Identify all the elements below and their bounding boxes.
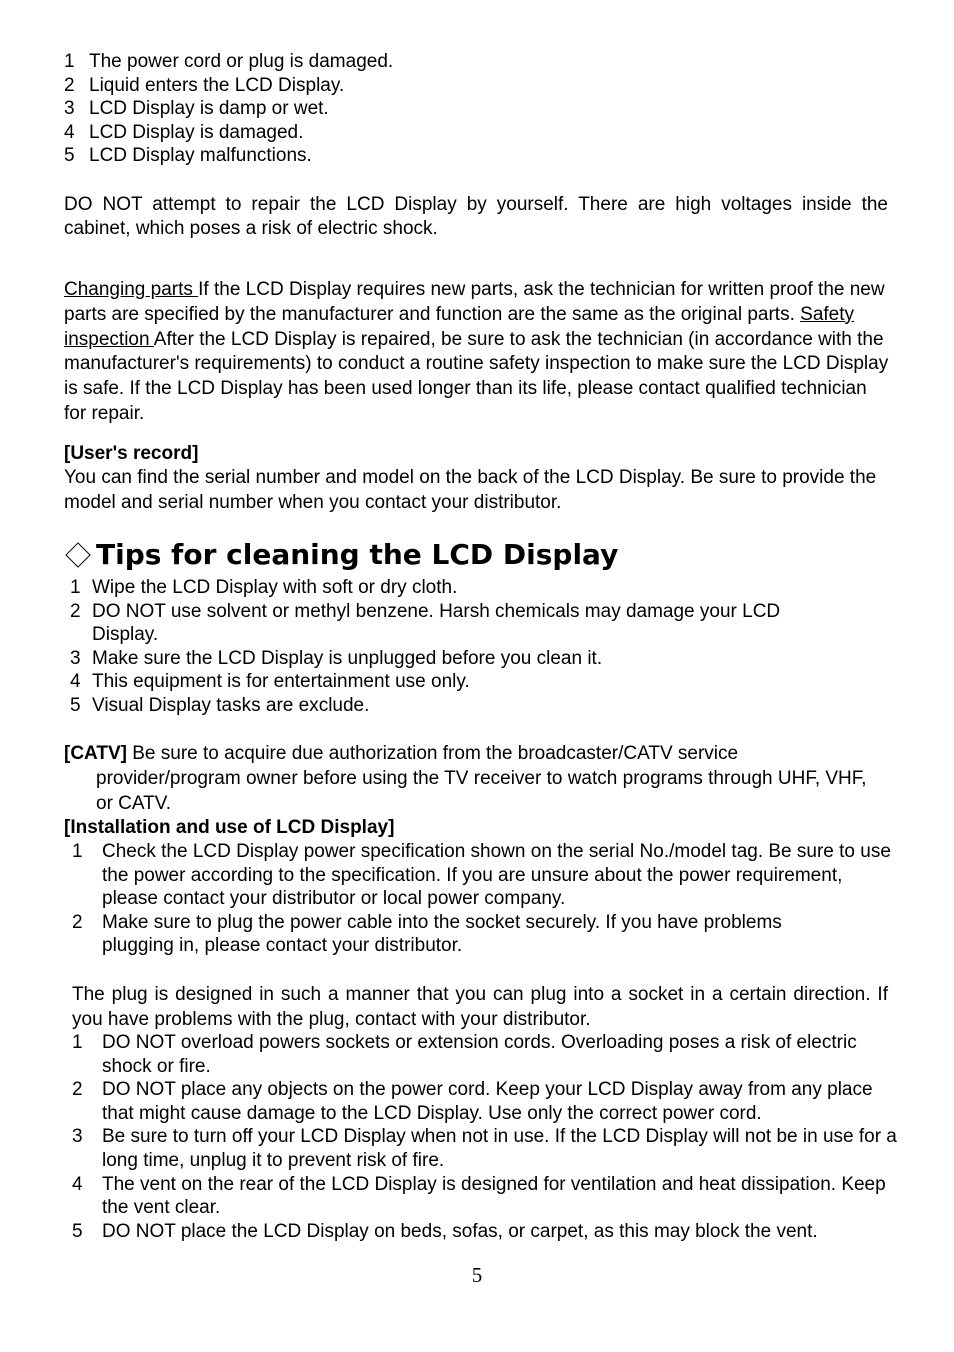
list-item: 2 DO NOT use solvent or methyl benzene. Harsh chemicals may damage your LCD Display. (70, 600, 781, 646)
list-item: 1 The power cord or plug is damaged. (64, 51, 394, 72)
list-item: 4 This equipment is for entertainment use only. (70, 671, 470, 693)
list-item: 1 DO NOT overload powers sockets or extension cords. Overloading poses a risk of electric shock or fire. (72, 1032, 857, 1077)
list-item: 3 LCD Display is damp or wet. (64, 98, 329, 120)
list-item: 2 DO NOT place any objects on the power cord. Keep your LCD Display away from any place that might cause damage to the LCD Display. Use only the correct power cord. (72, 1079, 873, 1124)
repair-warning: DO NOT attempt to repair the LCD Display by yourself. There are high voltages inside the cabinet, which poses a risk of electric shock. (64, 194, 888, 239)
installation-title: [Installation and use of LCD Display] (64, 817, 395, 838)
list-item: 3 Be sure to turn off your LCD Display when not in use. If the LCD Display will not be in use for a long time, unplug it to prevent risk of fire. (72, 1126, 897, 1171)
users-record-title: [User's record] (64, 443, 199, 464)
list-item: 1 Check the LCD Display power specification shown on the serial No./model tag. Be sure to use the power according to the specification. If you are unsure about the power requirement, please contact your distributor or local power company. (72, 841, 891, 910)
plug-paragraph: The plug is designed in such a manner that you can plug into a socket in a certain direction. If you have problems with the plug, contact with your distributor. (72, 984, 888, 1030)
list-item: 5 DO NOT place the LCD Display on beds, sofas, or carpet, as this may block the vent. (72, 1220, 818, 1242)
tips-title: Tips for cleaning the LCD Display (96, 538, 619, 571)
list-item: 4 The vent on the rear of the LCD Display is designed for ventilation and heat dissipation. Keep the vent clear. (72, 1173, 886, 1219)
intro-list (64, 50, 904, 168)
plug-list (72, 1031, 900, 1243)
list-item: 2 Liquid enters the LCD Display. (64, 74, 345, 96)
tips-heading (64, 537, 618, 573)
safety-inspection-label: Safety inspection (64, 303, 855, 350)
safety-inspection-text: After the LCD Display is repaired, be sure to ask the technician (in accordance with the manufacturer's requirements) to conduct a routine safety inspection to make sure the LCD Display is safe. If the LCD Display has been used longer than its life, please contact qualified technician for repair. (64, 328, 889, 424)
diamond-icon (65, 542, 90, 567)
users-record-text: You can find the serial number and model on the back of the LCD Display. Be sure to provide the model and serial number when you contact your distributor. (64, 467, 877, 513)
installation-list (72, 840, 892, 958)
changing-parts-text: If the LCD Display requires new parts, ask the technician for written proof the new parts are specified by the manufacturer and function are the same as the original parts. (64, 279, 885, 325)
changing-parts-paragraph (64, 278, 890, 427)
catv-label: [CATV] (64, 743, 127, 764)
tips-list (70, 576, 870, 718)
list-item: 4 LCD Display is damaged. (64, 121, 304, 143)
list-item: 1 Wipe the LCD Display with soft or dry cloth. (70, 577, 458, 598)
list-item: 5 Visual Display tasks are exclude. (70, 694, 370, 716)
page-number: 5 (471, 1263, 483, 1287)
list-item: 2 Make sure to plug the power cable into the socket securely. If you have problems plugging in, please contact your distributor. (72, 911, 782, 957)
changing-parts-label: Changing parts (64, 279, 199, 300)
catv-paragraph (64, 742, 884, 816)
catv-text: Be sure to acquire due authorization from the broadcaster/CATV service provider/program owner before using the TV receiver to watch programs through UHF, VHF, or CATV. (96, 743, 867, 814)
list-item: 5 LCD Display malfunctions. (64, 145, 312, 167)
list-item: 3 Make sure the LCD Display is unplugged before you clean it. (70, 647, 603, 669)
